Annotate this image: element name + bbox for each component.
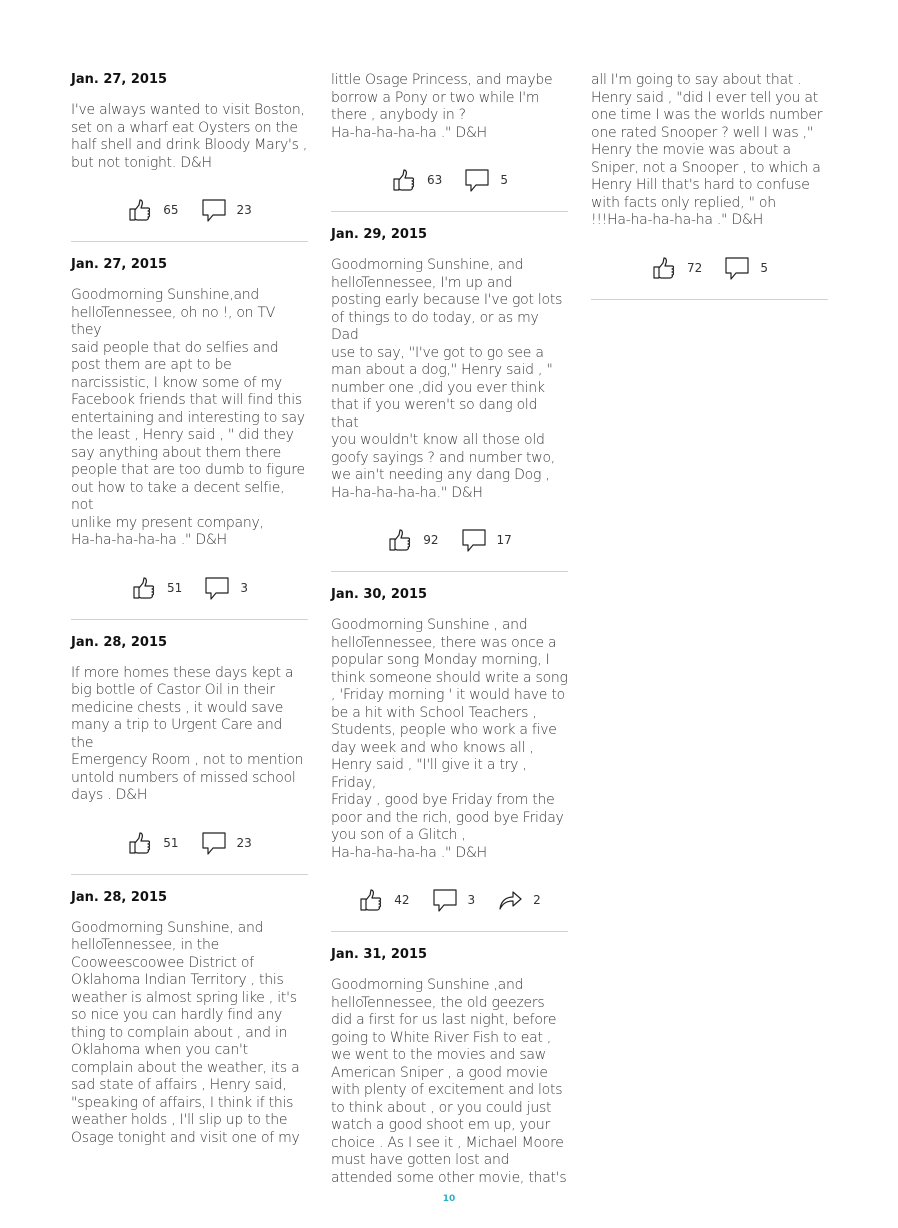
post (331, 947, 568, 1187)
post-text: Goodmorning Sunshine, and helloTennessee, I'm up and posting early because I've got lots of things to do today, or as my Dad use to say, "I've got to go see a man about a dog," Henry said , " number one ,did you ever think that if you weren't so dang old that you wouldn't know all those old goofy sayings ? and number two, we ain't needing any dang Dog , Ha-ha-ha-ha-ha." D&H (331, 257, 563, 501)
thumbs-up-icon (651, 255, 677, 281)
post-text: I've always wanted to visit Boston, set on a wharf eat Oysters on the half shell and drink Bloody Mary's , but not tonight. D&H (71, 102, 308, 171)
post-text: Goodmorning Sunshine , and helloTennessee, there was once a popular song Monday morning, I think someone should write a song , 'Friday morning ' it would have to be a hit with School Teachers , Students, people who work a five day week and who knows all , Henry said , "I'll give it a try , Friday, Friday , good bye Friday from the poor and the rich, good bye Friday you son of a Glitch , Ha-ha-ha-ha-ha ." D&H (331, 617, 568, 861)
post (71, 72, 308, 242)
divider (331, 931, 568, 932)
like-count: 63 (427, 173, 443, 187)
thumbs-up-icon (387, 527, 413, 553)
comment-button[interactable] (201, 830, 252, 856)
like-button[interactable] (127, 830, 178, 856)
post-actions (331, 524, 568, 556)
page-number: 10 (442, 1194, 456, 1204)
thumbs-up-icon (127, 830, 153, 856)
post-text: Goodmorning Sunshine,and helloTennessee, oh no !, on TV they said people that do selfies and post them are apt to be narcissistic, I know some of my Facebook friends that will find this entertaining and interesting to say the least , Henry said , " did they say anything about them there people that are too dumb to figure out how to take a decent selfie, not unlike my present company, Ha-ha-ha-ha-ha ." D&H (71, 287, 305, 548)
post-date: Jan. 29, 2015 (331, 227, 428, 242)
post-date: Jan. 27, 2015 (71, 72, 168, 87)
comment-count: 3 (240, 580, 248, 595)
like-button[interactable] (358, 887, 409, 913)
speech-bubble-icon (461, 527, 487, 553)
speech-bubble-icon (464, 167, 490, 193)
like-count: 51 (163, 835, 179, 850)
divider (71, 874, 308, 875)
comment-count: 23 (236, 203, 252, 217)
post (331, 227, 568, 572)
post-date: Jan. 27, 2015 (71, 257, 168, 272)
comment-button[interactable] (724, 255, 768, 281)
post-actions (331, 884, 568, 916)
divider (71, 619, 308, 620)
like-button[interactable] (127, 197, 178, 223)
post-date: Jan. 28, 2015 (71, 889, 168, 905)
post-actions (71, 194, 308, 226)
post-actions (331, 164, 568, 196)
post-text: If more homes these days kept a big bottle of Castor Oil in their medicine chests , it would save many a trip to Urgent Care and the Emergency Room , not to mention untold numbers of missed school days . D&H (71, 664, 304, 803)
comment-count: 17 (496, 533, 512, 547)
column-3 (591, 0, 828, 300)
comment-button[interactable] (464, 167, 508, 193)
post-date: Jan. 30, 2015 (331, 587, 428, 602)
post-text: little Osage Princess, and maybe borrow a Pony or two while I'm there , anybody in ? Ha-ha-ha-ha-ha ." D&H (331, 72, 553, 141)
post-text: Goodmorning Sunshine ,and helloTennessee, the old geezers did a first for us last night, before going to White River Fish to eat , we went to the movies and saw American Sniper , a good movie with plenty of excitement and lots to think about , or you could just watch a good shoot em up, your choice . As I see it , Michael Moore must have gotten lost and attended some other movie, that's (331, 977, 567, 1186)
post-continued (591, 72, 828, 300)
post-actions (591, 252, 828, 284)
post-continued (331, 72, 568, 212)
speech-bubble-icon (724, 255, 750, 281)
column-1 (71, 0, 308, 1147)
like-count: 51 (167, 580, 183, 595)
post-date: Jan. 28, 2015 (71, 634, 168, 650)
post-text: all I'm going to say about that . Henry said , "did I ever tell you at one time I was the worlds number one rated Snooper ? well I was ," Henry the movie was about a Sniper, not a Snooper , to which a Henry Hill that's hard to confuse with facts only replied, " oh !!!Ha-ha-ha-ha-ha ." D&H (591, 72, 823, 228)
share-button[interactable] (497, 887, 541, 913)
comment-button[interactable] (432, 887, 476, 913)
post (71, 890, 308, 1148)
post-actions (71, 572, 308, 604)
divider (71, 241, 308, 242)
divider (331, 571, 568, 572)
like-button[interactable] (131, 575, 182, 601)
like-count: 92 (423, 533, 439, 547)
post (71, 257, 308, 620)
comment-count: 23 (236, 835, 252, 850)
share-count: 2 (533, 893, 541, 907)
like-count: 72 (687, 260, 703, 275)
share-arrow-icon (497, 887, 523, 913)
comment-count: 3 (467, 893, 476, 907)
comment-button[interactable] (201, 197, 252, 223)
post-actions (71, 827, 308, 859)
thumbs-up-icon (127, 197, 153, 223)
column-2 (331, 0, 568, 1187)
thumbs-up-icon (358, 887, 384, 913)
like-button[interactable] (391, 167, 442, 193)
speech-bubble-icon (201, 197, 227, 223)
divider (331, 211, 568, 212)
post-text: Goodmorning Sunshine, and helloTennessee, in the Cooweescoowee District of Oklahoma Indian Territory , this weather is almost spring like , it's so nice you can hardly find any thing to complain about , and in Oklahoma when you can't complain about the weather, its a sad state of affairs , Henry said, "speaking of affairs, I think if this weather holds , I'll slip up to the Osage tonight and visit one of my (71, 919, 300, 1146)
comment-count: 5 (760, 260, 768, 275)
comment-button[interactable] (461, 527, 512, 553)
like-count: 42 (394, 893, 410, 907)
divider (591, 299, 828, 300)
thumbs-up-icon (391, 167, 417, 193)
post (331, 587, 568, 932)
post-date: Jan. 31, 2015 (331, 947, 428, 962)
speech-bubble-icon (204, 575, 230, 601)
speech-bubble-icon (201, 830, 227, 856)
like-button[interactable] (651, 255, 702, 281)
like-button[interactable] (387, 527, 438, 553)
post (71, 635, 308, 875)
comment-count: 5 (500, 173, 508, 187)
speech-bubble-icon (432, 887, 458, 913)
like-count: 65 (163, 203, 179, 217)
comment-button[interactable] (204, 575, 248, 601)
thumbs-up-icon (131, 575, 157, 601)
